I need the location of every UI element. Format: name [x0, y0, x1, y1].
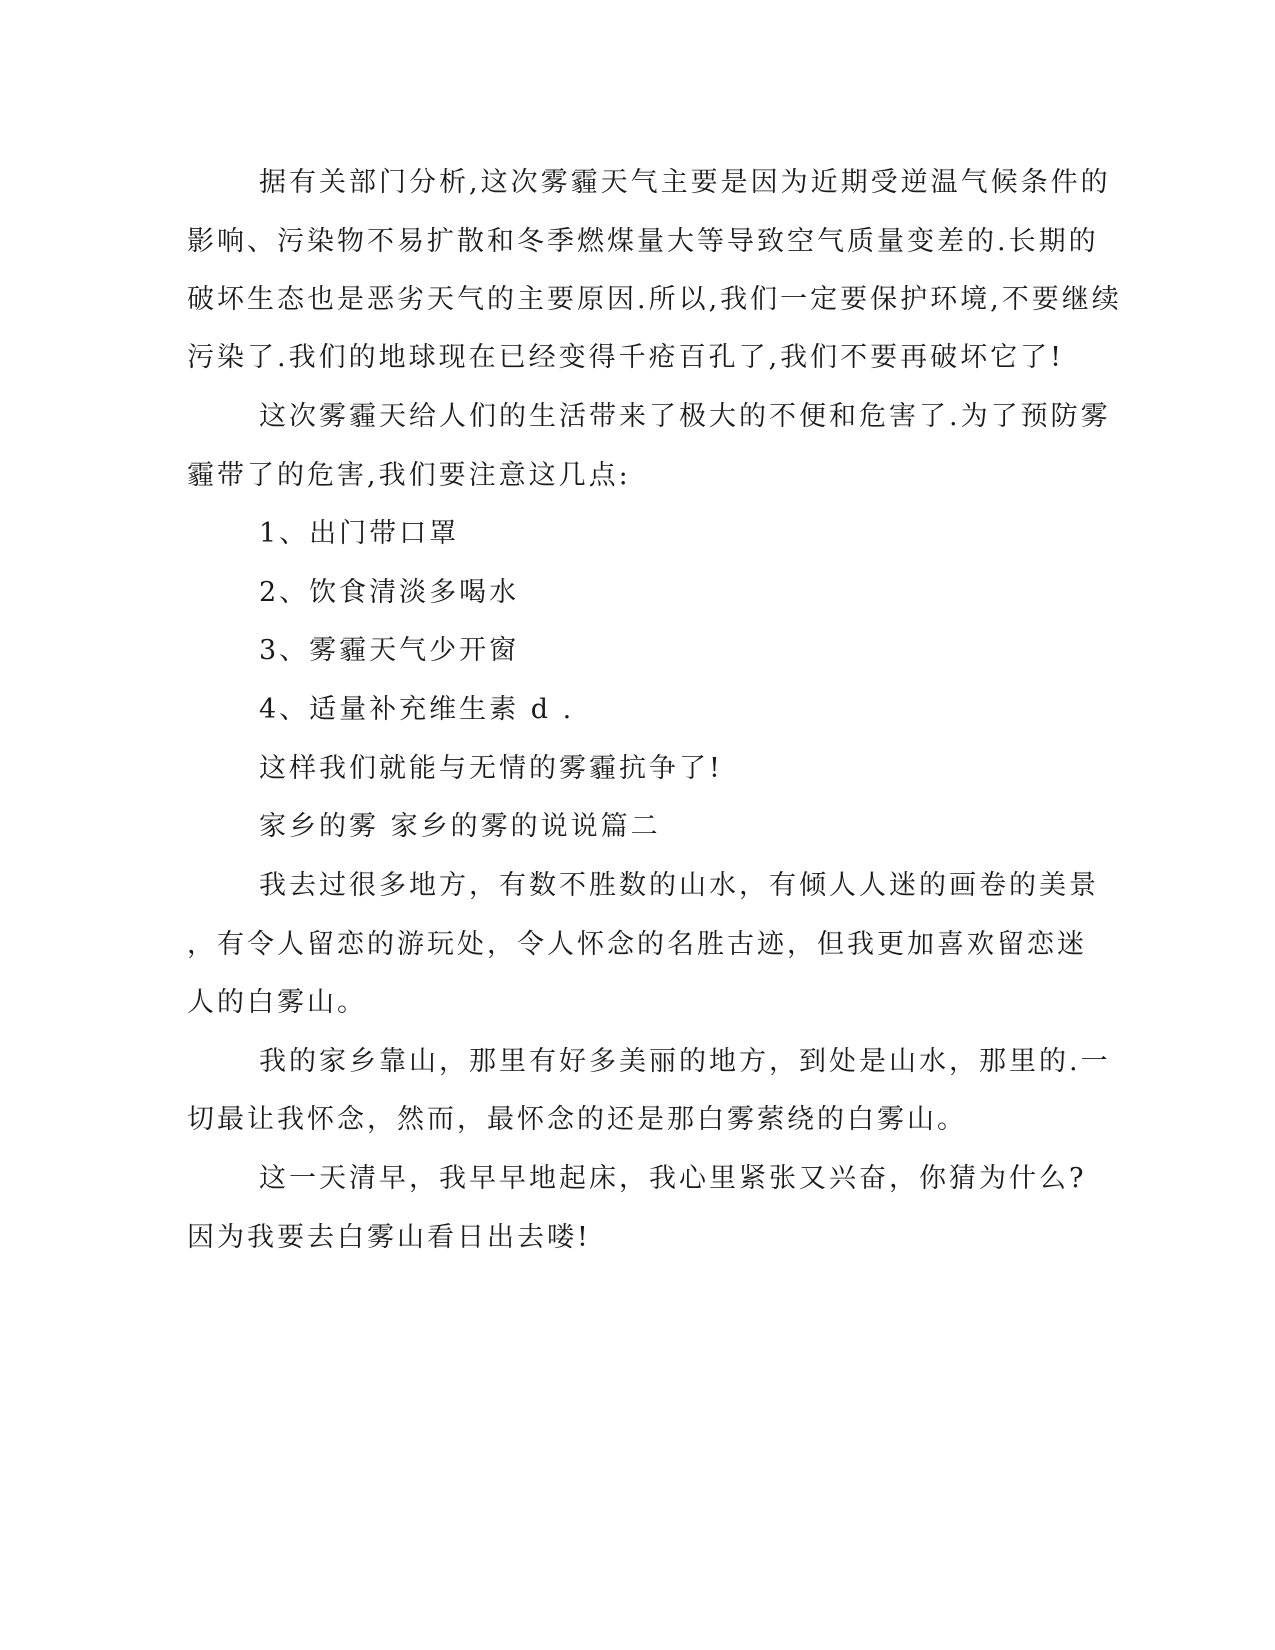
closing-sentence: 这样我们就能与无情的雾霾抗争了!	[259, 753, 723, 784]
paragraph-2-line-2: 霾带了的危害,我们要注意这几点:	[187, 460, 631, 491]
list-item-2: 2、饮食清淡多喝水	[259, 577, 520, 608]
section-heading: 家乡的雾 家乡的雾的说说篇二	[259, 811, 661, 842]
list-item-1: 1、出门带口罩	[259, 518, 460, 549]
list-item-4: 4、适量补充维生素 d .	[259, 694, 575, 725]
paragraph-5-line-1: 这一天清早，我早早地起床，我心里紧张又兴奋，你猜为什么?	[259, 1163, 1087, 1194]
paragraph-5-line-2: 因为我要去白雾山看日出去喽!	[187, 1222, 591, 1253]
paragraph-3-line-3: 人的白雾山。	[187, 987, 367, 1018]
paragraph-1-line-2: 影响、污染物不易扩散和冬季燃煤量大等导致空气质量变差的.长期的	[187, 226, 1099, 257]
paragraph-4-line-1: 我的家乡靠山，那里有好多美丽的地方，到处是山水，那里的.一	[259, 1046, 1111, 1077]
paragraph-1-line-3: 破坏生态也是恶劣天气的主要原因.所以,我们一定要保护环境,不要继续	[187, 284, 1122, 315]
paragraph-3-line-2: ，有令人留恋的游玩处，令人怀念的名胜古迹，但我更加喜欢留恋迷	[187, 929, 1087, 960]
paragraph-1-line-4: 污染了.我们的地球现在已经变得千疮百孔了,我们不要再破坏它了!	[187, 342, 1065, 373]
paragraph-3-line-1: 我去过很多地方，有数不胜数的山水，有倾人人迷的画卷的美景	[259, 870, 1099, 901]
paragraph-1-line-1: 据有关部门分析,这次雾霾天气主要是因为近期受逆温气候条件的	[259, 167, 1111, 198]
paragraph-4-line-2: 切最让我怀念，然而，最怀念的还是那白雾萦绕的白雾山。	[187, 1104, 967, 1135]
list-item-3: 3、雾霾天气少开窗	[259, 635, 520, 666]
paragraph-2-line-1: 这次雾霾天给人们的生活带来了极大的不便和危害了.为了预防雾	[259, 401, 1111, 432]
